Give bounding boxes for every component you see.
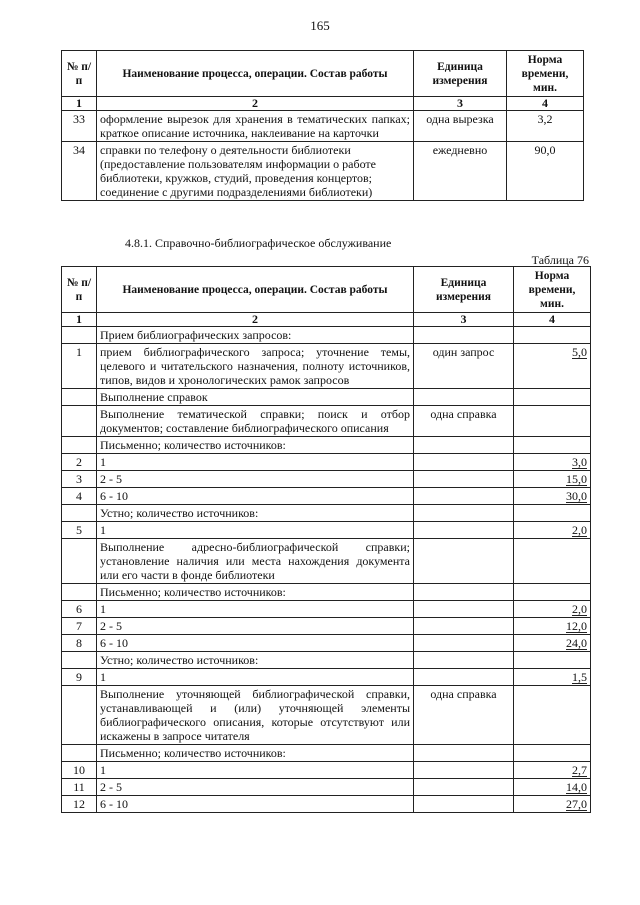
row-unit-cell — [414, 601, 514, 618]
row-number-cell — [62, 389, 97, 406]
row-norm-cell — [514, 796, 591, 813]
row-text-cell: 2 - 5 — [97, 471, 414, 488]
row-norm: 1,5 — [572, 670, 587, 684]
row-norm-cell — [514, 471, 591, 488]
row-norm: 90,0 — [507, 142, 584, 201]
table-row — [62, 584, 591, 601]
row-text-cell: прием библиографического запроса; уточнение темы, целевого и читательского назначения, полноту источников, типов, видов и хронологических рамок запросов — [97, 344, 414, 389]
table-row — [62, 618, 591, 635]
row-text-cell: 1 — [97, 522, 414, 539]
row-number-cell — [62, 686, 97, 745]
header-unit: Единица измерения — [414, 51, 507, 97]
column-number-2: 2 — [97, 313, 414, 327]
row-unit-cell — [414, 454, 514, 471]
column-number-2: 2 — [97, 97, 414, 111]
row-number-cell — [62, 652, 97, 669]
row-unit-cell — [414, 796, 514, 813]
row-text-cell: 6 - 10 — [97, 488, 414, 505]
table-row — [62, 601, 591, 618]
row-unit-cell — [414, 327, 514, 344]
row-unit-cell — [414, 471, 514, 488]
row-text-cell: Письменно; количество источников: — [97, 584, 414, 601]
row-norm-cell — [514, 652, 591, 669]
row-unit-cell — [414, 539, 514, 584]
row-norm-cell — [514, 505, 591, 522]
row-number-cell — [62, 539, 97, 584]
row-norm: 24,0 — [566, 636, 587, 650]
section-title: 4.8.1. Справочно-библиографическое обслуживание — [125, 236, 392, 250]
row-text-cell: 2 - 5 — [97, 779, 414, 796]
row-text-cell: 2 - 5 — [97, 618, 414, 635]
row-norm: 5,0 — [572, 345, 587, 359]
row-text-cell: 6 - 10 — [97, 635, 414, 652]
row-number-cell — [62, 745, 97, 762]
row-number-cell: 11 — [62, 779, 97, 796]
row-text-cell: Выполнение тематической справки; поиск и отбор документов; составление библиографического описания — [97, 406, 414, 437]
column-number-4: 4 — [514, 313, 591, 327]
table-row — [62, 327, 591, 344]
header-unit: Единица измерения — [414, 267, 514, 313]
column-number-1: 1 — [62, 97, 97, 111]
column-number-3: 3 — [414, 313, 514, 327]
row-number-cell: 1 — [62, 344, 97, 389]
header-norm: Норма времени, мин. — [507, 51, 584, 97]
row-norm-cell — [514, 601, 591, 618]
row-unit-cell — [414, 762, 514, 779]
row-text-cell: Устно; количество источников: — [97, 505, 414, 522]
row-norm-cell — [514, 635, 591, 652]
row-norm: 15,0 — [566, 472, 587, 486]
table-row — [62, 686, 591, 745]
row-number-cell: 8 — [62, 635, 97, 652]
table-row — [62, 635, 591, 652]
row-unit-cell — [414, 618, 514, 635]
row-text-cell: Устно; количество источников: — [97, 652, 414, 669]
row-unit-cell — [414, 745, 514, 762]
table-row — [62, 539, 591, 584]
row-unit-cell — [414, 779, 514, 796]
table-row — [62, 488, 591, 505]
row-norm-cell — [514, 745, 591, 762]
row-unit-cell — [414, 505, 514, 522]
table-row — [62, 142, 584, 201]
column-number-4: 4 — [507, 97, 584, 111]
table-row — [62, 652, 591, 669]
row-text-cell: 6 - 10 — [97, 796, 414, 813]
norms-table-76 — [61, 266, 591, 813]
table-caption: Таблица 76 — [531, 253, 589, 267]
row-text-cell: Прием библиографических запросов: — [97, 327, 414, 344]
header-process: Наименование процесса, операции. Состав работы — [97, 51, 414, 97]
table-row — [62, 406, 591, 437]
table-row — [62, 471, 591, 488]
table-row — [62, 522, 591, 539]
row-text-cell: Выполнение уточняющей библиографической справки, устанавливающей и (или) уточняющей элементы библиографического описания, которые отсутствуют или искажены в запросе читателя — [97, 686, 414, 745]
row-unit-cell — [414, 669, 514, 686]
row-norm: 30,0 — [566, 489, 587, 503]
row-unit: одна вырезка — [414, 111, 507, 142]
row-text-cell: 1 — [97, 601, 414, 618]
row-norm: 14,0 — [566, 780, 587, 794]
row-number-cell: 12 — [62, 796, 97, 813]
column-number-1: 1 — [62, 313, 97, 327]
row-text-cell: Письменно; количество источников: — [97, 745, 414, 762]
table-row — [62, 669, 591, 686]
row-norm-cell — [514, 522, 591, 539]
row-number-cell — [62, 406, 97, 437]
header-process: Наименование процесса, операции. Состав работы — [97, 267, 414, 313]
row-unit-cell: один запрос — [414, 344, 514, 389]
row-number-cell: 2 — [62, 454, 97, 471]
row-unit-cell: одна справка — [414, 406, 514, 437]
row-number-cell: 5 — [62, 522, 97, 539]
column-number-3: 3 — [414, 97, 507, 111]
norms-table-continued — [61, 50, 584, 201]
header-norm: Норма времени, мин. — [514, 267, 591, 313]
row-norm: 3,0 — [572, 455, 587, 469]
row-text: оформление вырезок для хранения в тематических папках; краткое описание источника, наклеивание на карточки — [97, 111, 414, 142]
row-text: справки по телефону о деятельности библиотеки (предоставление пользователям информации о работе библиотеки, кружков, студий, проведения концертов; соединение с другими подразделениями библиотеки) — [97, 142, 414, 201]
table-row — [62, 454, 591, 471]
row-norm-cell — [514, 454, 591, 471]
row-norm-cell — [514, 539, 591, 584]
row-unit-cell: одна справка — [414, 686, 514, 745]
row-unit: ежедневно — [414, 142, 507, 201]
row-unit-cell — [414, 437, 514, 454]
row-number: 33 — [62, 111, 97, 142]
row-norm: 2,0 — [572, 602, 587, 616]
row-number-cell: 3 — [62, 471, 97, 488]
header-number: № п/п — [62, 267, 97, 313]
row-norm: 3,2 — [507, 111, 584, 142]
row-norm-cell — [514, 618, 591, 635]
row-number-cell — [62, 584, 97, 601]
row-norm-cell — [514, 686, 591, 745]
row-norm-cell — [514, 327, 591, 344]
table-row — [62, 505, 591, 522]
row-number-cell: 4 — [62, 488, 97, 505]
row-norm: 2,7 — [572, 763, 587, 777]
row-norm-cell — [514, 389, 591, 406]
row-number-cell — [62, 505, 97, 522]
row-unit-cell — [414, 522, 514, 539]
row-text-cell: Выполнение справок — [97, 389, 414, 406]
row-norm-cell — [514, 762, 591, 779]
row-unit-cell — [414, 635, 514, 652]
row-number-cell: 6 — [62, 601, 97, 618]
row-norm-cell — [514, 488, 591, 505]
row-norm-cell — [514, 344, 591, 389]
table-row — [62, 111, 584, 142]
row-norm: 2,0 — [572, 523, 587, 537]
table-row — [62, 796, 591, 813]
table-row — [62, 344, 591, 389]
row-norm-cell — [514, 669, 591, 686]
row-unit-cell — [414, 652, 514, 669]
table-row — [62, 389, 591, 406]
row-norm: 27,0 — [566, 797, 587, 811]
row-number-cell: 7 — [62, 618, 97, 635]
row-norm-cell — [514, 584, 591, 601]
row-number-cell — [62, 437, 97, 454]
row-number-cell — [62, 327, 97, 344]
table-row — [62, 762, 591, 779]
row-number-cell: 10 — [62, 762, 97, 779]
table-row — [62, 779, 591, 796]
header-number: № п/п — [62, 51, 97, 97]
row-unit-cell — [414, 488, 514, 505]
row-norm-cell — [514, 779, 591, 796]
row-norm: 12,0 — [566, 619, 587, 633]
row-text-cell: 1 — [97, 454, 414, 471]
row-number: 34 — [62, 142, 97, 201]
row-text-cell: Письменно; количество источников: — [97, 437, 414, 454]
row-text-cell: Выполнение адресно-библиографической справки; установление наличия или места нахождения документа или его части в фонде библиотеки — [97, 539, 414, 584]
row-unit-cell — [414, 389, 514, 406]
row-number-cell: 9 — [62, 669, 97, 686]
row-norm-cell — [514, 406, 591, 437]
table-row — [62, 745, 591, 762]
row-text-cell: 1 — [97, 762, 414, 779]
table-row — [62, 437, 591, 454]
page-number: 165 — [310, 18, 330, 33]
row-norm-cell — [514, 437, 591, 454]
row-unit-cell — [414, 584, 514, 601]
row-text-cell: 1 — [97, 669, 414, 686]
